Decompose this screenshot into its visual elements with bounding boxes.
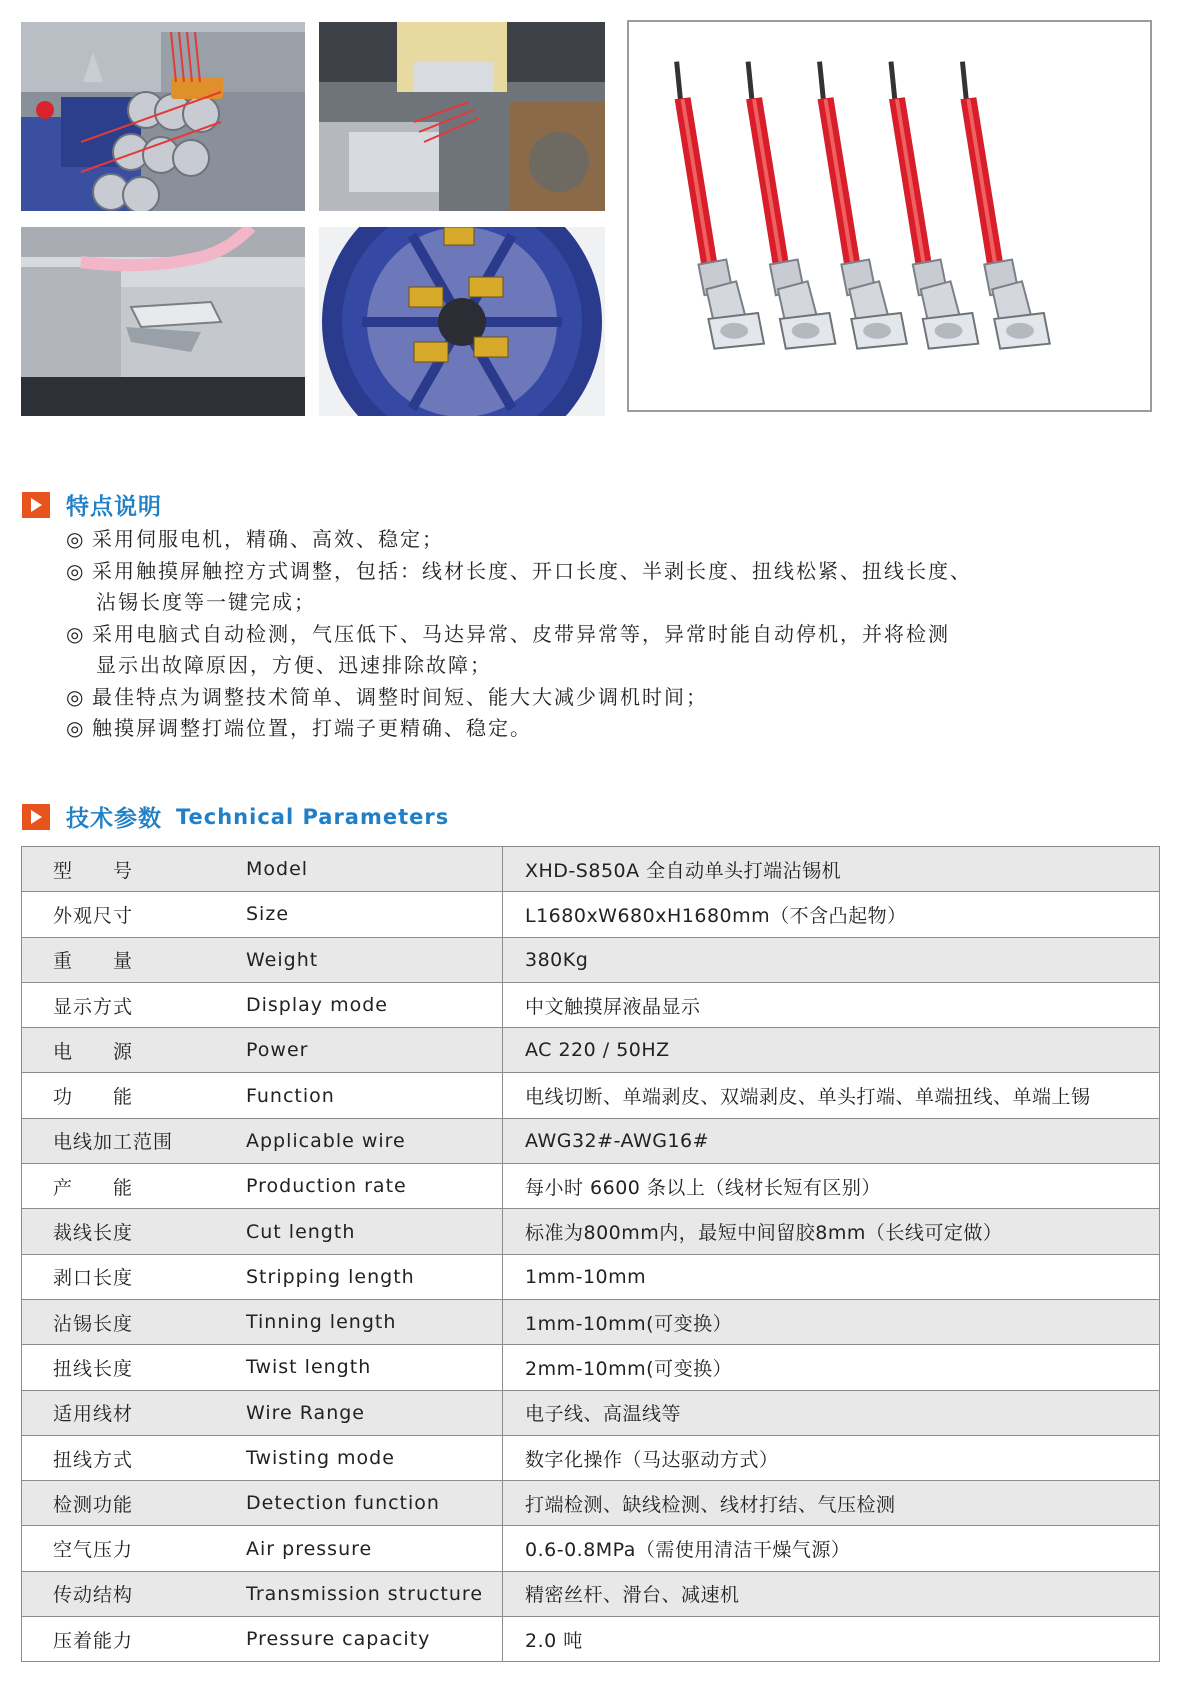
table-row [22,1617,1160,1662]
param-value: 每小时 6600 条以上（线材长短有区别） [503,1164,1160,1209]
bullet-icon: ◎ [66,558,86,583]
feature-item [66,619,1116,682]
twisting-wheel-photo [319,227,605,416]
param-name-en: Function [246,1073,503,1118]
features-list [66,524,1116,745]
table-row [22,1073,1160,1118]
bullet-icon: ◎ [66,621,86,646]
param-name-zh: 适用线材 [22,1390,247,1435]
param-value: AWG32#-AWG16# [503,1118,1160,1163]
table-row [22,1390,1160,1435]
param-name-zh: 产 能 [22,1164,247,1209]
param-name-zh: 外观尺寸 [22,892,247,937]
param-value: 打端检测、缺线检测、线材打结、气压检测 [503,1481,1160,1526]
param-value: 中文触摸屏液晶显示 [503,982,1160,1027]
params-heading [22,800,449,833]
table-row [22,1571,1160,1616]
param-name-zh: 裁线长度 [22,1209,247,1254]
param-name-zh: 功 能 [22,1073,247,1118]
param-value: 380Kg [503,937,1160,982]
param-value: 精密丝杆、滑台、减速机 [503,1571,1160,1616]
crimped-wire-terminals-photo [627,20,1152,412]
table-row [22,1299,1160,1344]
param-value: 2mm-10mm(可变换） [503,1345,1160,1390]
technical-parameters-table [21,846,1160,1662]
param-name-zh: 型 号 [22,847,247,892]
bullet-icon: ◎ [66,527,86,551]
param-value: XHD-S850A 全自动单头打端沾锡机 [503,847,1160,892]
features-title: 特点说明 [66,494,162,520]
param-name-zh: 显示方式 [22,982,247,1027]
feature-item [66,682,1116,714]
param-name-en: Tinning length [246,1299,503,1344]
param-name-zh: 扭线长度 [22,1345,247,1390]
feature-text: 采用电脑式自动检测，气压低下、马达异常、皮带异常等，异常时能自动停机，并将检测 [92,621,950,646]
play-arrow-icon [22,492,50,518]
param-value: 标准为800mm内，最短中间留胶8mm（长线可定做） [503,1209,1160,1254]
param-name-en: Power [246,1028,503,1073]
play-arrow-icon [22,804,50,830]
param-name-zh: 压着能力 [22,1617,247,1662]
params-title-zh: 技术参数 [66,806,162,832]
feature-text: 采用伺服电机，精确、高效、稳定； [92,527,444,551]
feature-text: 触摸屏调整打端位置，打端子更精确、稳定。 [92,716,532,740]
feature-text: 最佳特点为调整技术简单、调整时间短、能大大减少调机时间； [92,684,708,709]
param-name-zh: 检测功能 [22,1481,247,1526]
param-name-en: Model [246,847,503,892]
param-name-zh: 传动结构 [22,1571,247,1616]
param-name-zh: 剥口长度 [22,1254,247,1299]
table-row [22,1254,1160,1299]
table-row [22,937,1160,982]
param-value: 数字化操作（马达驱动方式） [503,1435,1160,1480]
table-row [22,1435,1160,1480]
table-row [22,1028,1160,1073]
param-name-en: Display mode [246,982,503,1027]
param-value: AC 220 / 50HZ [503,1028,1160,1073]
param-name-en: Pressure capacity [246,1617,503,1662]
table-row [22,1209,1160,1254]
param-name-zh: 沾锡长度 [22,1299,247,1344]
feature-text-continued: 显示出故障原因，方便、迅速排除故障； [96,653,492,677]
feature-item [66,713,1116,745]
param-value: 2.0 吨 [503,1617,1160,1662]
wire-feed-rollers-photo [21,22,305,211]
table-row [22,1118,1160,1163]
param-name-en: Stripping length [246,1254,503,1299]
crimping-head-photo [319,22,605,211]
param-name-en: Twisting mode [246,1435,503,1480]
param-name-zh: 电 源 [22,1028,247,1073]
param-name-en: Production rate [246,1164,503,1209]
param-value: 电线切断、单端剥皮、双端剥皮、单头打端、单端扭线、单端上锡 [503,1073,1160,1118]
param-name-en: Detection function [246,1481,503,1526]
features-heading [22,488,162,521]
feature-text-continued: 沾锡长度等一键完成； [96,590,316,614]
param-value: 电子线、高温线等 [503,1390,1160,1435]
params-title-en: Technical Parameters [176,804,450,829]
param-name-zh: 空气压力 [22,1526,247,1571]
stripping-blade-photo [21,227,305,416]
table-row [22,847,1160,892]
param-value: 1mm-10mm [503,1254,1160,1299]
table-row [22,982,1160,1027]
feature-item [66,524,1116,556]
table-row [22,1481,1160,1526]
feature-item [66,556,1116,619]
param-name-zh: 扭线方式 [22,1435,247,1480]
feature-text: 采用触摸屏触控方式调整，包括：线材长度、开口长度、半剥长度、扭线松紧、扭线长度、 [92,558,972,583]
param-name-en: Weight [246,937,503,982]
param-name-zh: 电线加工范围 [22,1118,247,1163]
param-value: L1680xW680xH1680mm（不含凸起物） [503,892,1160,937]
table-row [22,892,1160,937]
param-value: 0.6-0.8MPa（需使用清洁干燥气源） [503,1526,1160,1571]
param-name-en: Air pressure [246,1526,503,1571]
param-name-en: Wire Range [246,1390,503,1435]
param-name-en: Transmission structure [246,1571,503,1616]
table-row [22,1164,1160,1209]
table-row [22,1526,1160,1571]
param-value: 1mm-10mm(可变换） [503,1299,1160,1344]
bullet-icon: ◎ [66,716,86,740]
param-name-en: Applicable wire [246,1118,503,1163]
bullet-icon: ◎ [66,684,86,709]
param-name-en: Cut length [246,1209,503,1254]
param-name-zh: 重 量 [22,937,247,982]
table-row [22,1345,1160,1390]
param-name-en: Size [246,892,503,937]
param-name-en: Twist length [246,1345,503,1390]
